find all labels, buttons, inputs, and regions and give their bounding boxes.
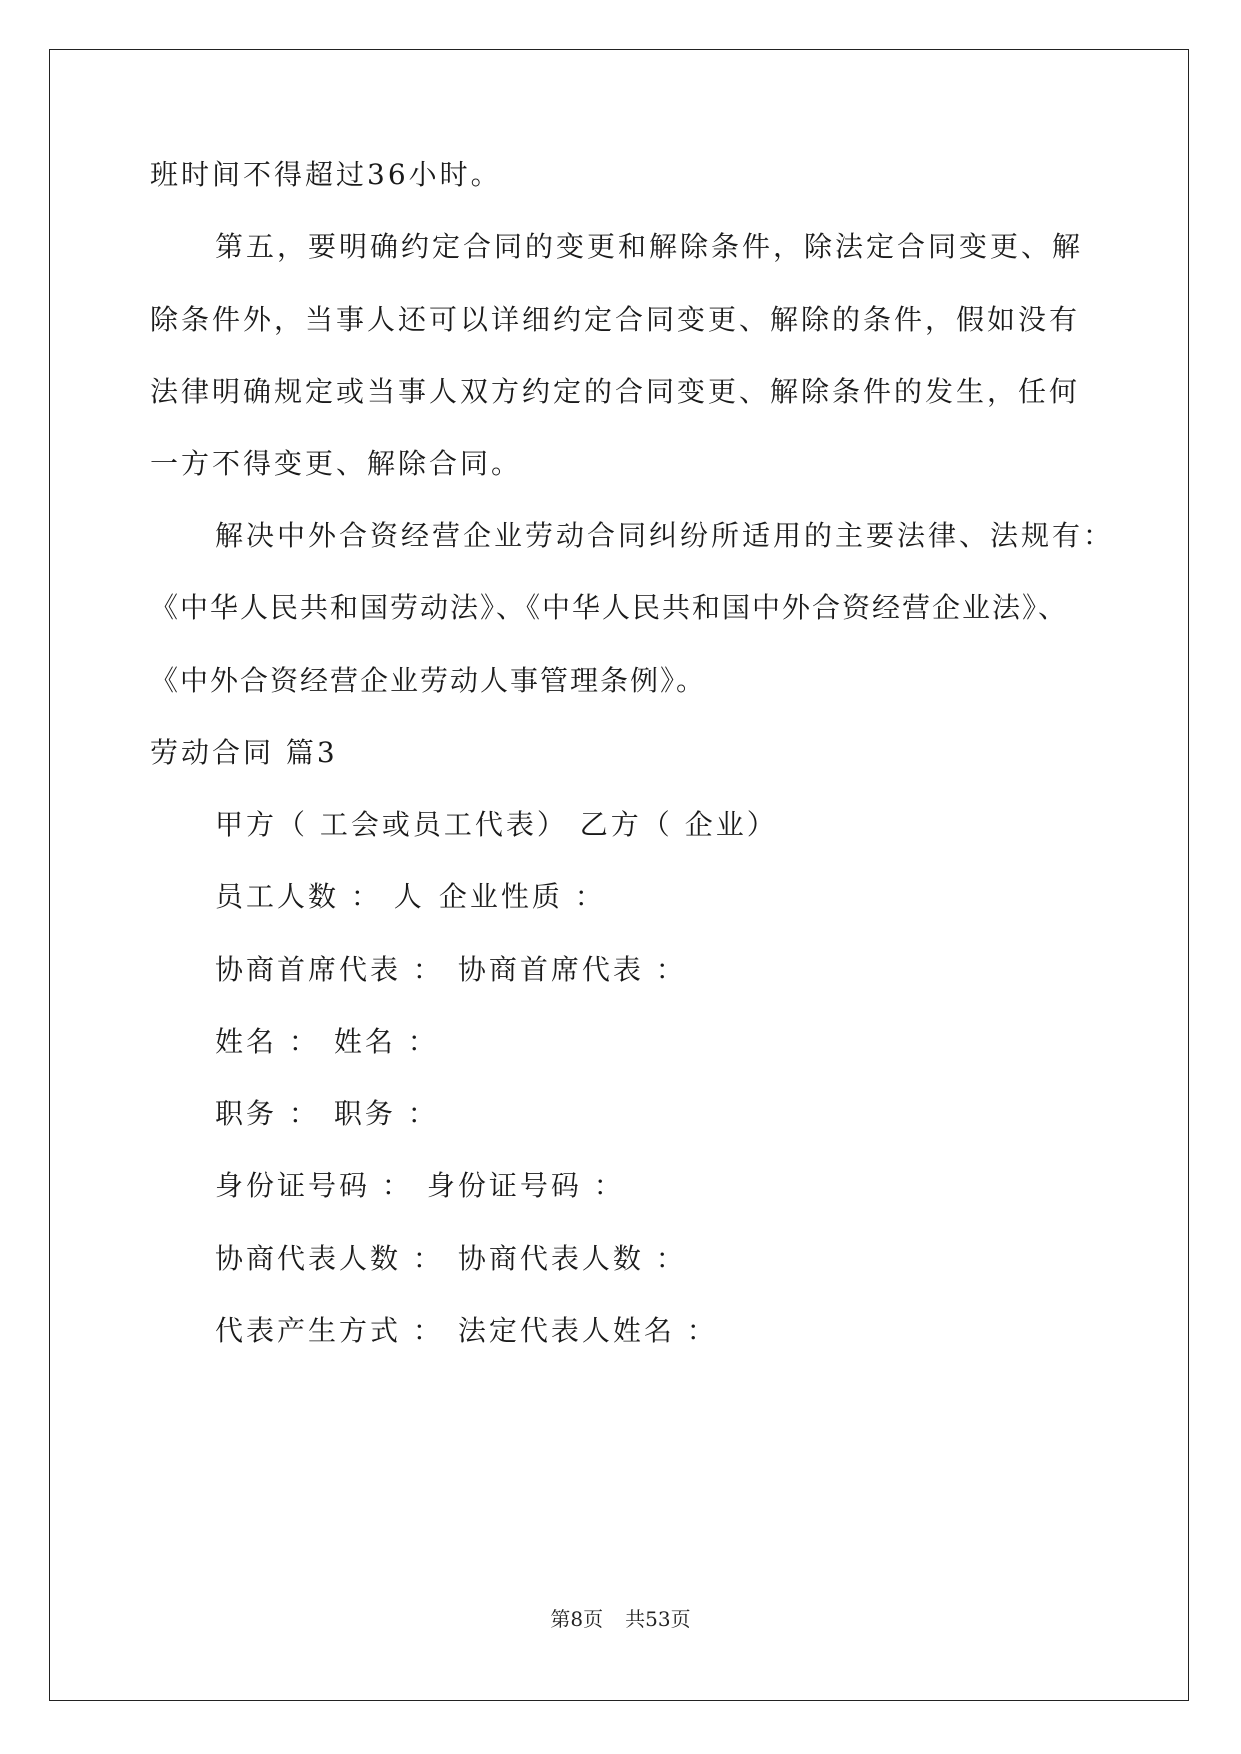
field-label-left: 员工人数 ： 人 <box>215 880 425 913</box>
field-label-left: 职务 ： <box>215 1097 320 1130</box>
body-line: 《中华人民共和国劳动法》、《中华人民共和国中外合资经营企业法》、 <box>150 591 1069 624</box>
field-label-left: 姓名 ： <box>215 1025 320 1058</box>
field-label-right: 职务 ： <box>333 1097 439 1130</box>
field-row <box>215 950 687 990</box>
field-row <box>215 877 606 917</box>
field-label-right: 企业性质 ： <box>438 880 606 913</box>
field-row <box>215 1166 625 1206</box>
field-label-left: 协商首席代表 ： <box>215 953 444 986</box>
body-line: 除条件外，当事人还可以详细约定合同变更、解除的条件，假如没有 <box>150 303 1081 336</box>
field-label-right: 法定代表人姓名 ： <box>457 1314 718 1347</box>
field-label-left: 身份证号码 ： <box>215 1169 413 1202</box>
field-label-left: 代表产生方式 ： <box>215 1314 444 1347</box>
field-row <box>215 1022 439 1062</box>
field-row <box>215 1239 687 1279</box>
body-line: 法律明确规定或当事人双方约定的合同变更、解除条件的发生，任何 <box>150 375 1081 408</box>
field-label-right: 协商首席代表 ： <box>457 953 687 986</box>
parties-line: 甲方（ 工会或员工代表） 乙方（ 企业） <box>215 808 778 841</box>
field-row <box>215 1094 439 1134</box>
field-label-right: 身份证号码 ： <box>426 1169 625 1202</box>
page-border <box>49 49 1189 1701</box>
body-line: 班时间不得超过36小时。 <box>150 158 502 191</box>
body-line: 一方不得变更、解除合同。 <box>150 447 523 480</box>
field-row <box>215 1311 718 1351</box>
current-page: 第8页 <box>550 1607 604 1631</box>
field-label-right: 协商代表人数 ： <box>457 1242 687 1275</box>
page-footer <box>0 1607 1241 1631</box>
body-line: 第五，要明确约定合同的变更和解除条件，除法定合同变更、解 <box>215 230 1084 263</box>
total-pages: 共53页 <box>625 1607 691 1631</box>
section-heading: 劳动合同 篇3 <box>150 736 338 769</box>
body-line: 《中外合资经营企业劳动人事管理条例》。 <box>150 664 707 697</box>
field-label-left: 协商代表人数 ： <box>215 1242 444 1275</box>
field-label-right: 姓名 ： <box>333 1025 439 1058</box>
body-line: 解决中外合资经营企业劳动合同纠纷所适用的主要法律、法规有： <box>215 519 1115 552</box>
